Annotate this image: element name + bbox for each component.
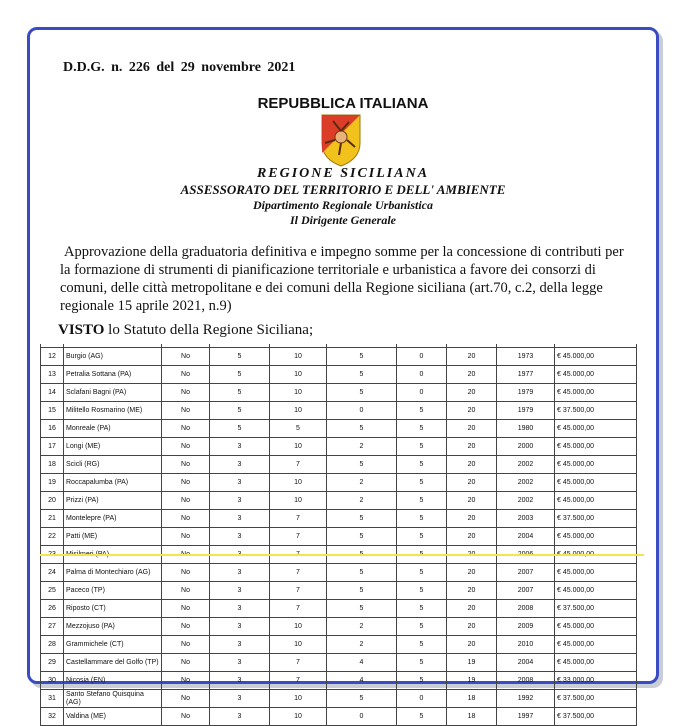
score-b: 10 [270,384,327,402]
comune-name: Mezzojuso (PA) [64,618,162,636]
contribution-amount: € 45.000,00 [555,654,637,672]
score-d: 0 [397,690,447,708]
score-d: 0 [397,384,447,402]
contribution-amount: € 45.000,00 [555,456,637,474]
plan-year: 2003 [497,510,555,528]
comune-name: Paceco (TP) [64,582,162,600]
score-c: 0 [327,708,397,726]
table-row [41,654,637,672]
plan-year: 1979 [497,384,555,402]
score-a: 3 [210,618,270,636]
score-c: 0 [327,402,397,420]
flag-value: No [162,600,210,618]
score-a: 5 [210,420,270,438]
score-b: 10 [270,474,327,492]
comune-name: Roccapalumba (PA) [64,474,162,492]
score-d: 5 [397,618,447,636]
assessorato-heading: ASSESSORATO DEL TERRITORIO E DELL' AMBIENTE [180,182,506,197]
comune-name: Castellammare del Golfo (TP) [64,654,162,672]
comune-name: Petralia Sottana (PA) [64,366,162,384]
plan-year: 2008 [497,600,555,618]
comune-name: Sclafani Bagni (PA) [64,384,162,402]
score-d: 5 [397,402,447,420]
score-c: 5 [327,456,397,474]
comune-name: Palma di Montechiaro (AG) [64,564,162,582]
score-total: 20 [447,582,497,600]
score-a: 5 [210,402,270,420]
row-number: 21 [41,510,64,528]
comune-name: Scicli (RG) [64,456,162,474]
row-number: 28 [41,636,64,654]
score-c: 2 [327,438,397,456]
flag-value: No [162,636,210,654]
score-a: 3 [210,564,270,582]
plan-year: 1992 [497,690,555,708]
score-b: 7 [270,528,327,546]
plan-year: 1979 [497,402,555,420]
score-b: 10 [270,690,327,708]
dipartimento-heading: Dipartimento Regionale Urbanistica [252,198,433,212]
row-number: 19 [41,474,64,492]
contribution-amount: € 45.000,00 [555,420,637,438]
flag-value: No [162,708,210,726]
contribution-amount: € 45.000,00 [555,564,637,582]
contribution-amount: € 37.500,00 [555,510,637,528]
comune-name: Prizzi (PA) [64,492,162,510]
score-d: 5 [397,600,447,618]
plan-year: 2008 [497,672,555,690]
plan-year: 2002 [497,456,555,474]
flag-value: No [162,348,210,366]
sicily-emblem-icon [319,113,363,168]
contribution-amount: € 37.500,00 [555,600,637,618]
table-row [41,582,637,600]
score-total: 20 [447,420,497,438]
comune-name: Nicosia (EN) [64,672,162,690]
score-d: 5 [397,474,447,492]
score-d: 5 [397,708,447,726]
table-row [41,474,637,492]
score-b: 7 [270,654,327,672]
score-b: 10 [270,438,327,456]
score-b: 7 [270,600,327,618]
contribution-amount: € 45.000,00 [555,528,637,546]
table-row [41,690,637,708]
table-row [41,672,637,690]
contribution-amount: € 33.000,00 [555,672,637,690]
flag-value: No [162,474,210,492]
score-total: 20 [447,366,497,384]
table-row [41,600,637,618]
score-total: 20 [447,636,497,654]
flag-value: No [162,672,210,690]
plan-year: 1977 [497,366,555,384]
row-number: 22 [41,528,64,546]
score-d: 5 [397,636,447,654]
flag-value: No [162,528,210,546]
score-b: 10 [270,708,327,726]
score-a: 5 [210,366,270,384]
score-a: 3 [210,528,270,546]
comune-name: Santo Stefano Quisquina (AG) [64,690,162,708]
score-total: 18 [447,708,497,726]
table-row [41,636,637,654]
score-d: 5 [397,438,447,456]
table-row [41,438,637,456]
comune-name: Montelepre (PA) [64,510,162,528]
score-total: 20 [447,438,497,456]
score-c: 5 [327,528,397,546]
score-c: 2 [327,492,397,510]
row-number: 17 [41,438,64,456]
contribution-amount: € 37.500,00 [555,402,637,420]
region-heading: REGIONE SICILIANA [256,166,430,181]
row-number: 30 [41,672,64,690]
contribution-amount: € 45.000,00 [555,384,637,402]
score-a: 3 [210,510,270,528]
score-d: 0 [397,366,447,384]
decree-reference: D.D.G. n. 226 del 29 novembre 2021 [63,60,296,75]
score-d: 5 [397,672,447,690]
score-total: 20 [447,618,497,636]
row-number: 24 [41,564,64,582]
score-a: 3 [210,582,270,600]
score-c: 2 [327,474,397,492]
flag-value: No [162,564,210,582]
contribution-amount: € 45.000,00 [555,348,637,366]
highlight-line [40,554,644,556]
flag-value: No [162,420,210,438]
flag-value: No [162,492,210,510]
ranking-table-body [41,344,637,726]
table-row [41,618,637,636]
score-c: 5 [327,420,397,438]
score-b: 5 [270,420,327,438]
score-c: 4 [327,672,397,690]
row-number: 13 [41,366,64,384]
contribution-amount: € 37.500,00 [555,708,637,726]
score-a: 3 [210,492,270,510]
score-total: 20 [447,600,497,618]
ranking-table [40,344,637,726]
table-row [41,402,637,420]
comune-name: Valdina (ME) [64,708,162,726]
score-c: 5 [327,690,397,708]
flag-value: No [162,384,210,402]
score-total: 20 [447,384,497,402]
visto-text: lo Statuto della Regione Siciliana; [104,322,314,338]
table-row [41,420,637,438]
score-b: 10 [270,348,327,366]
table-row [41,456,637,474]
score-c: 5 [327,510,397,528]
score-a: 3 [210,456,270,474]
score-c: 5 [327,600,397,618]
plan-year: 1973 [497,348,555,366]
score-d: 5 [397,492,447,510]
decree-subject: Approvazione della graduatoria definitiva e impegno somme per la concessione di contributi per la formazione di strumenti di pianificazione territoriale e urbanistica a favore dei consorzi di comuni, delle città metropolitane e dei comuni della Regione siciliana (art.70, c.2, della legge regionale 15 aprile 2021, n.9) [60,244,624,314]
row-number: 27 [41,618,64,636]
plan-year: 2007 [497,582,555,600]
score-total: 19 [447,654,497,672]
row-number: 20 [41,492,64,510]
contribution-amount: € 45.000,00 [555,618,637,636]
comune-name: Riposto (CT) [64,600,162,618]
plan-year: 1997 [497,708,555,726]
score-c: 5 [327,564,397,582]
republic-heading: REPUBBLICA ITALIANA [257,95,429,112]
score-a: 3 [210,636,270,654]
score-c: 4 [327,654,397,672]
visto-keyword: VISTO [58,322,105,338]
flag-value: No [162,456,210,474]
table-row [41,348,637,366]
score-b: 7 [270,456,327,474]
table-row [41,510,637,528]
score-b: 10 [270,618,327,636]
score-d: 5 [397,510,447,528]
table-row [41,708,637,726]
plan-year: 2007 [497,564,555,582]
score-b: 10 [270,402,327,420]
score-a: 5 [210,384,270,402]
table-row [41,492,637,510]
contribution-amount: € 45.000,00 [555,636,637,654]
contribution-amount: € 37.500,00 [555,690,637,708]
plan-year: 2004 [497,528,555,546]
score-total: 20 [447,402,497,420]
score-total: 20 [447,348,497,366]
row-number: 32 [41,708,64,726]
comune-name: Longi (ME) [64,438,162,456]
row-number: 15 [41,402,64,420]
table-row [41,384,637,402]
score-d: 5 [397,564,447,582]
comune-name: Patti (ME) [64,528,162,546]
row-number: 12 [41,348,64,366]
visto-clause [58,322,313,339]
plan-year: 2002 [497,474,555,492]
row-number: 26 [41,600,64,618]
score-b: 7 [270,564,327,582]
score-b: 7 [270,582,327,600]
comune-name: Burgio (AG) [64,348,162,366]
score-d: 0 [397,348,447,366]
flag-value: No [162,654,210,672]
plan-year: 2009 [497,618,555,636]
score-total: 19 [447,672,497,690]
score-d: 5 [397,420,447,438]
score-b: 7 [270,672,327,690]
score-a: 3 [210,672,270,690]
score-b: 10 [270,492,327,510]
flag-value: No [162,582,210,600]
plan-year: 2002 [497,492,555,510]
score-a: 3 [210,600,270,618]
flag-value: No [162,402,210,420]
score-a: 3 [210,708,270,726]
row-number: 25 [41,582,64,600]
row-number: 16 [41,420,64,438]
comune-name: Grammichele (CT) [64,636,162,654]
score-a: 3 [210,474,270,492]
score-d: 5 [397,654,447,672]
table-row [41,366,637,384]
row-number: 18 [41,456,64,474]
score-a: 3 [210,690,270,708]
score-total: 20 [447,564,497,582]
score-total: 20 [447,474,497,492]
score-d: 5 [397,456,447,474]
score-total: 20 [447,492,497,510]
plan-year: 2004 [497,654,555,672]
score-c: 5 [327,348,397,366]
score-a: 3 [210,654,270,672]
score-d: 5 [397,528,447,546]
flag-value: No [162,438,210,456]
row-number: 29 [41,654,64,672]
contribution-amount: € 45.000,00 [555,492,637,510]
comune-name: Militello Rosmarino (ME) [64,402,162,420]
score-c: 5 [327,582,397,600]
plan-year: 2000 [497,438,555,456]
plan-year: 1980 [497,420,555,438]
row-number: 14 [41,384,64,402]
table-row [41,564,637,582]
score-b: 10 [270,636,327,654]
flag-value: No [162,510,210,528]
dirigente-heading: Il Dirigente Generale [290,213,396,227]
score-total: 18 [447,690,497,708]
score-c: 5 [327,366,397,384]
score-b: 10 [270,366,327,384]
flag-value: No [162,690,210,708]
score-c: 2 [327,618,397,636]
contribution-amount: € 45.000,00 [555,366,637,384]
table-row [41,528,637,546]
score-total: 20 [447,528,497,546]
score-total: 20 [447,456,497,474]
plan-year: 2010 [497,636,555,654]
score-b: 7 [270,510,327,528]
score-c: 5 [327,384,397,402]
row-number: 31 [41,690,64,708]
comune-name: Monreale (PA) [64,420,162,438]
contribution-amount: € 45.000,00 [555,582,637,600]
flag-value: No [162,366,210,384]
document-frame [27,27,659,720]
score-a: 3 [210,438,270,456]
flag-value: No [162,618,210,636]
score-d: 5 [397,582,447,600]
contribution-amount: € 45.000,00 [555,474,637,492]
score-a: 5 [210,348,270,366]
score-c: 2 [327,636,397,654]
score-total: 20 [447,510,497,528]
contribution-amount: € 45.000,00 [555,438,637,456]
